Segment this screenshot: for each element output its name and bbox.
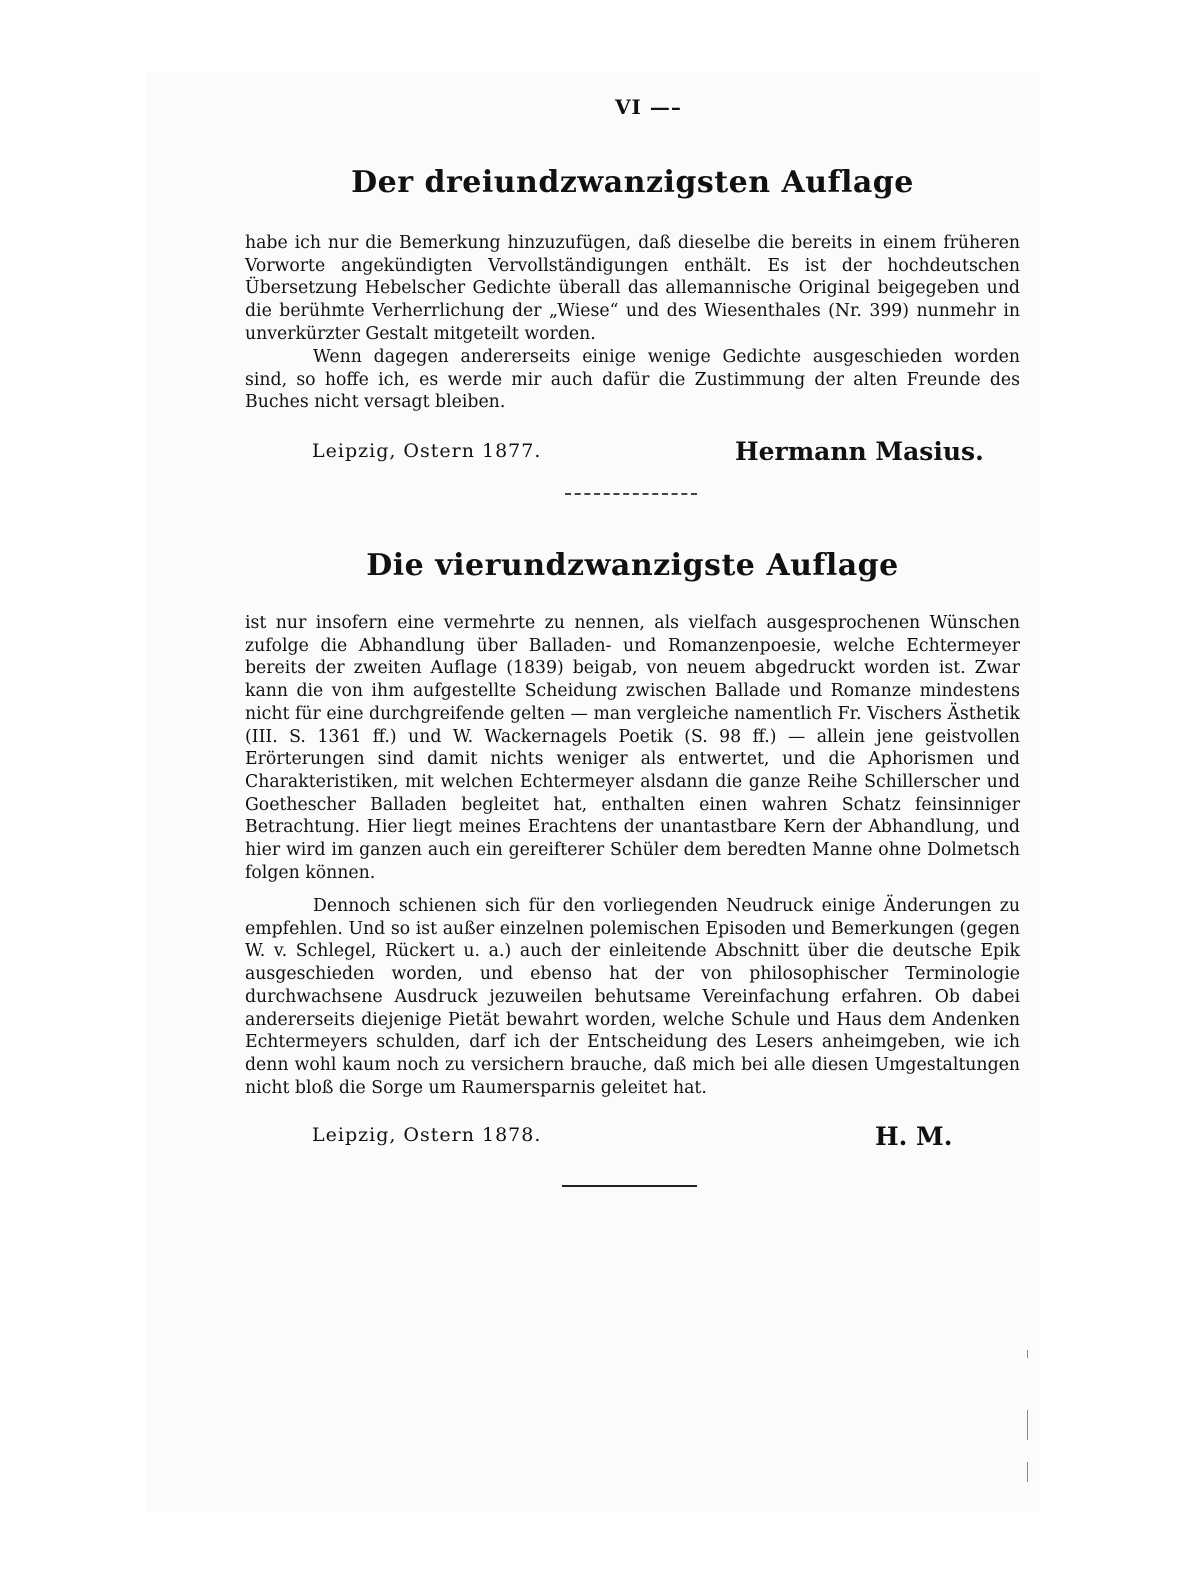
section-divider <box>565 493 697 495</box>
page-number: VI —– <box>615 95 682 119</box>
section-heading-24th-edition: Die vierundzwanzigste Auflage <box>366 548 899 583</box>
signature-place-date: Leipzig, Ostern 1878. <box>312 1124 542 1146</box>
signature-place-date: Leipzig, Ostern 1877. <box>312 440 542 462</box>
scan-edge-mark <box>1027 1410 1028 1440</box>
scan-edge-mark <box>1027 1350 1028 1358</box>
signature-name: Hermann Masius. <box>735 437 984 466</box>
paragraph: Dennoch schienen sich für den vorliegenden Neudruck einige Änderungen zu empfehlen. Und so ist außer einzelnen polemischen Episoden und Bemerkungen (gegen W. v. Schlegel, Rückert u. a.) auch der einleitende Abschnitt über die deutsche Epik ausgeschieden worden, und ebenso hat der von philosophischer Terminologie durchwachsene Ausdruck jezuweilen behutsame Vereinfachung erfahren. Ob dabei andererseits diejenige Pietät bewahrt worden, welche Schule und Haus dem Andenken Echtermeyers schulden, darf ich der Entscheidung des Lesers anheimgeben, wie ich denn wohl kaum noch zu versichern brauche, daß mich bei alle diesen Umgestaltungen nicht bloß die Sorge um Raumersparnis geleitet hat. <box>245 896 1020 1098</box>
paragraph: habe ich nur die Bemerkung hinzuzufügen, daß dieselbe die bereits in einem früheren Vorworte angekündigten Vervollständigungen enthält. Es ist der hochdeutschen Übersetzung Hebelscher Gedichte überall das allemannische Original beigegeben und die berühmte Verherrlichung der „Wiese“ und des Wiesenthales (Nr. 399) nunmehr in unverkürzter Gestalt mitgeteilt worden. <box>245 233 1020 344</box>
paragraph: Wenn dagegen andererseits einige wenige Gedichte ausgeschieden worden sind, so hoffe ich, es werde mir auch dafür die Zustimmung der alten Freunde des Buches nicht versagt bleiben. <box>245 347 1020 413</box>
section-heading-23rd-edition: Der dreiundzwanzigsten Auflage <box>351 165 914 200</box>
paragraph: ist nur insofern eine vermehrte zu nennen, als vielfach ausgesprochenen Wünschen zufolge die Abhandlung über Balladen- und Romanzenpoesie, welche Echtermeyer bereits der zweiten Auflage (1839) beigab, von neuem abgedruckt worden ist. Zwar kann die von ihm aufgestellte Scheidung zwischen Ballade und Romanze mindestens nicht für eine durchgreifende gelten — man vergleiche namentlich Fr. Vischers Ästhetik (III. S. 1361 ff.) und W. Wackernagels Poetik (S. 98 ff.) — allein jene geistvollen Erörterungen sind damit nichts weniger als entwertet, und die Aphorismen und Charakteristiken, mit welchen Echtermeyer alsdann die ganze Reihe Schillerscher und Goethescher Balladen begleitet hat, enthalten einen wahren Schatz feinsinniger Betrachtung. Hier liegt meines Erachtens der unantastbare Kern der Abhandlung, und hier wird im ganzen auch ein gereifterer Schüler dem beredten Manne ohne Dolmetsch folgen können. <box>245 613 1020 883</box>
end-rule <box>562 1185 697 1187</box>
scan-edge-mark <box>1027 1462 1028 1482</box>
signature-initials: H. M. <box>875 1122 953 1151</box>
